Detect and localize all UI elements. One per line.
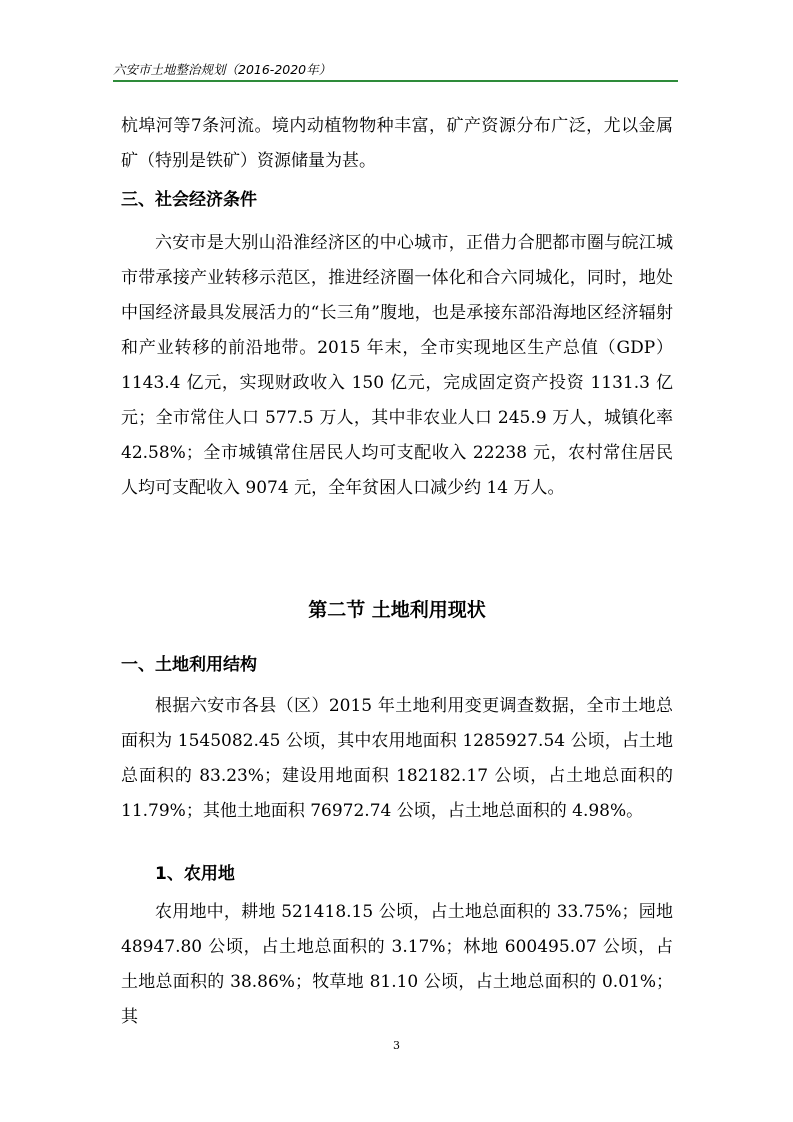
section-title: 第二节 土地利用现状 (308, 599, 486, 621)
running-header: 六安市土地整治规划（2016-2020年） (113, 62, 332, 77)
paragraph-agricultural-land: 农用地中，耕地 521418.15 公顷，占土地总面积的 33.75%；园地 48947.80 公顷，占土地总面积的 3.17%；林地 600495.07 公顷，占土地总面积的 38.86%；牧草地 81.10 公顷，占土地总面积的 0.01%；其 (121, 902, 673, 1027)
heading-social-economic: 三、社会经济条件 (121, 190, 257, 210)
paragraph-social-economic: 六安市是大别山沿淮经济区的中心城市，正借力合肥都市圈与皖江城市带承接产业转移示范区，推进经济圈一体化和合六同城化，同时，地处中国经济最具发展活力的“长三角”腹地，也是承接东部沿海地区经济辐射和产业转移的前沿地带。2015 年末，全市实现地区生产总值（GDP）1143.4 亿元，实现财政收入 150 亿元，完成固定资产投资 1131.3 亿元；全市常住人口 577.5 万人，其中非农业人口 245.9 万人，城镇化率 42.58%；全市城镇常住居民人均可支配收入 22238 元，农村常住居民人均可支配收入 9074 元，全年贫困人口减少约 14 万人。 (121, 233, 673, 498)
paragraph-intro: 杭埠河等7条河流。境内动植物物种丰富，矿产资源分布广泛，尤以金属矿（特别是铁矿）资源储量为甚。 (121, 116, 673, 171)
page-number: 3 (393, 1039, 400, 1052)
header-rule (113, 80, 678, 82)
heading-land-structure: 一、土地利用结构 (121, 655, 257, 675)
heading-agricultural-land: 1、农用地 (155, 864, 235, 884)
paragraph-land-structure: 根据六安市各县（区）2015 年土地利用变更调查数据，全市土地总面积为 1545082.45 公顷，其中农用地面积 1285927.54 公顷，占土地总面积的 83.23%；建设用地面积 182182.17 公顷，占土地总面积的 11.79%；其他土地面积 76972.74 公顷，占土地总面积的 4.98%。 (121, 696, 673, 821)
